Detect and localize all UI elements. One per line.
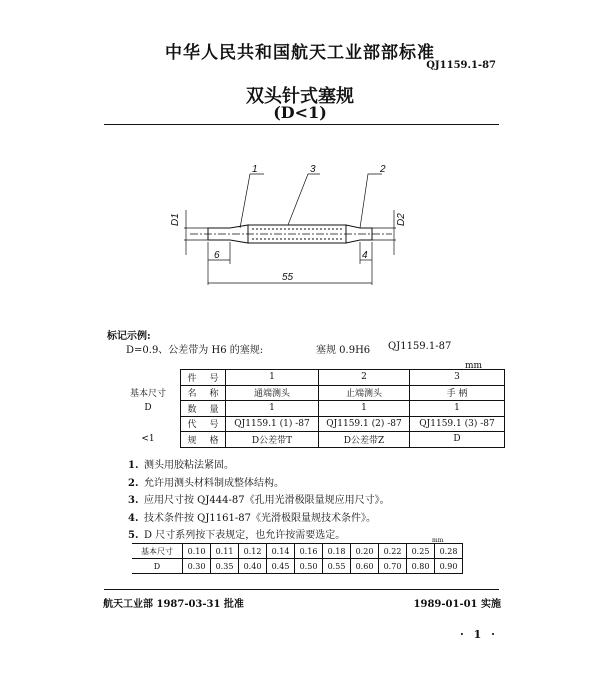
marking-label: 标记示例: bbox=[107, 331, 151, 342]
table-row: <1 规 格 D公差带T D公差带Z D bbox=[116, 432, 505, 448]
approval-date: 航天工业部 1987-03-31 批准 bbox=[103, 599, 244, 610]
standard-title: 中华人民共和国航天工业部部标准 bbox=[165, 43, 435, 63]
dim-d1: D1 bbox=[170, 213, 181, 226]
size-range: <1 bbox=[141, 434, 155, 445]
list-item: 3. 应用尺寸按 QJ444-87《孔用光滑极限量规应用尺寸》。 bbox=[128, 495, 390, 506]
marking-name: 塞规 0.9H6 bbox=[316, 345, 371, 356]
table1-unit: mm bbox=[465, 361, 483, 371]
table-row: 基本尺寸 0.10 0.11 0.12 0.14 0.16 0.18 0.20 0.22 0.25 0.28 bbox=[132, 544, 463, 559]
marking-code: QJ1159.1-87 bbox=[388, 341, 452, 352]
leader-label-2: 2 bbox=[380, 164, 386, 175]
list-item: 4. 技术条件按 QJ1161-87《光滑极限量规技术条件》。 bbox=[128, 512, 376, 524]
table-row: 基本尺寸 名 称 通端测头 止端测头 手 柄 bbox=[116, 385, 505, 401]
list-item: 1. 测头用胶粘法紧固。 bbox=[128, 460, 234, 471]
leader-label-1: 1 bbox=[252, 164, 258, 175]
table-row: 件 号 1 2 3 bbox=[116, 370, 505, 386]
table-row: D 0.30 0.35 0.40 0.45 0.50 0.55 0.60 0.70 0.80 0.90 bbox=[132, 559, 463, 574]
document-subtitle: (D<1) bbox=[273, 103, 327, 122]
dim-left: 6 bbox=[214, 250, 220, 261]
list-item: 2. 允许用测头材料制成整体结构。 bbox=[128, 477, 284, 489]
page-number: · 1 · bbox=[460, 628, 498, 641]
parts-table bbox=[116, 369, 505, 448]
table-row: D 数 量 1 1 1 bbox=[116, 401, 505, 417]
leader-label-3: 3 bbox=[310, 164, 316, 175]
notes-list bbox=[128, 456, 390, 544]
footer-rule bbox=[104, 589, 499, 590]
size-series-table bbox=[132, 543, 463, 574]
basic-size-label: 基本尺寸 bbox=[129, 389, 166, 400]
header-rule bbox=[104, 124, 499, 125]
dim-right: 4 bbox=[362, 250, 368, 261]
dim-d2: D2 bbox=[396, 213, 407, 226]
table-row: 代 号 QJ1159.1 (1) -87 QJ1159.1 (2) -87 QJ1159.1 (3) -87 bbox=[116, 416, 505, 432]
table2-unit: mm bbox=[432, 537, 444, 544]
list-item: 5. D 尺寸系列按下表规定，也允许按需要选定。 bbox=[128, 530, 346, 541]
marking-condition: D=0.9、公差带为 H6 的塞规: bbox=[126, 345, 264, 356]
gauge-drawing bbox=[160, 160, 420, 285]
standard-code: QJ1159.1-87 bbox=[426, 60, 496, 71]
effective-date: 1989-01-01 实施 bbox=[413, 599, 501, 610]
document-title: 双头针式塞规 bbox=[246, 86, 354, 107]
dim-total: 55 bbox=[282, 272, 294, 283]
d-label: D bbox=[144, 403, 152, 414]
